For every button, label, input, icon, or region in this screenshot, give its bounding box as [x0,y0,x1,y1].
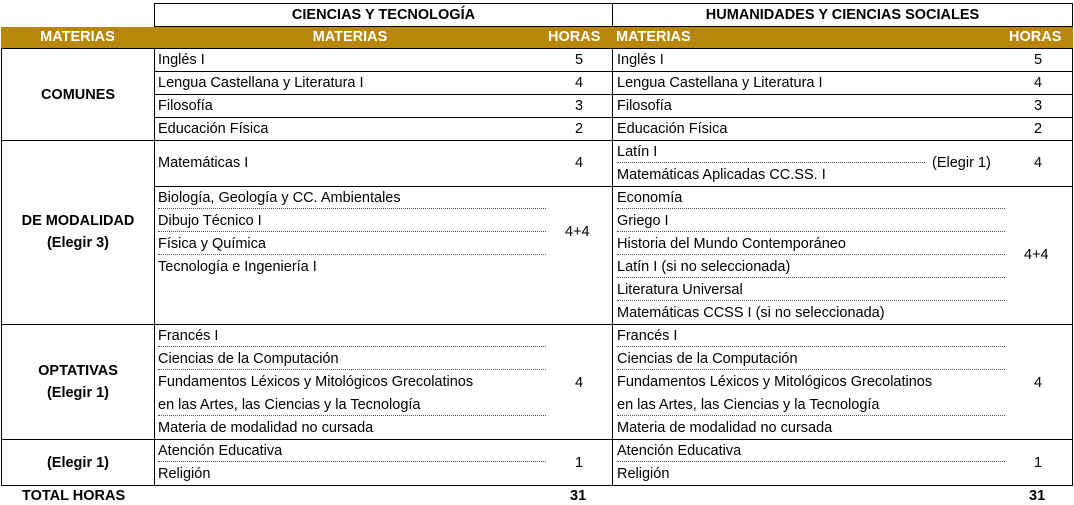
ciencias-total: 31 [570,488,587,504]
dotted-separator [617,461,1005,462]
group-optativas-sublabel: (Elegir 1) [46,385,110,401]
humanidades-mat-aplicadas: Matemáticas Aplicadas CC.SS. I [617,167,826,183]
humanidades-optativa-item: Ciencias de la Computación [617,351,798,367]
ciencias-matematicas-horas: 4 [575,155,584,171]
dotted-separator [617,415,1005,416]
humanidades-optativa-item: en las Artes, las Ciencias y la Tecnología [617,397,880,413]
humanidades-modalidad-item: Matemáticas CCSS I (si no seleccionada) [617,305,885,321]
ciencias-comun-horas: 4 [575,75,584,91]
humanidades-latin-horas: 4 [1034,155,1043,171]
dotted-separator [158,369,546,370]
humanidades-modalidad-item: Latín I (si no seleccionada) [617,259,791,275]
humanidades-comun-horas: 2 [1034,121,1043,137]
comunes-humanidades-row-sep [612,117,1073,118]
ciencias-title: CIENCIAS Y TECNOLOGÍA [291,7,476,23]
humanidades-comun-horas: 4 [1034,75,1043,91]
group-modalidad-sublabel: (Elegir 3) [46,235,110,251]
comunes-ciencias-row-sep [154,117,613,118]
ciencias-modalidad-item: Dibujo Técnico I [158,213,262,229]
dotted-separator [617,231,1005,232]
dotted-separator [617,162,925,163]
ciencias-comun-horas: 3 [575,98,584,114]
humanidades-modalidad-item: Historia del Mundo Contemporáneo [617,236,846,252]
humanidades-comun-materia: Inglés I [617,52,664,68]
dotted-separator [158,346,546,347]
humanidades-comun-materia: Lengua Castellana y Literatura I [617,75,823,91]
humanidades-latin: Latín I [617,144,658,160]
header-humanidades-materias: MATERIAS [616,29,691,45]
ciencias-comun-horas: 5 [575,52,584,68]
ciencias-comun-materia: Lengua Castellana y Literatura I [158,75,364,91]
comunes-humanidades-row-sep [612,71,1073,72]
ciencias-optativa-item: Ciencias de la Computación [158,351,339,367]
humanidades-elegir-note: (Elegir 1) [932,155,991,171]
ciencias-matematicas: Matemáticas I [158,155,249,171]
group-modalidad-label: DE MODALIDAD [21,213,135,229]
humanidades-modalidad-item: Griego I [617,213,669,229]
modalidad-group-cell [1,140,155,325]
humanidades-optativa-item: Materia de modalidad no cursada [617,420,833,436]
ciencias-comun-materia: Educación Física [158,121,269,137]
humanidades-optativas-horas: 4 [1034,375,1043,391]
comunes-ciencias-row-sep [154,94,613,95]
humanidades-modalidad-horas: 4+4 [1024,247,1049,263]
ciencias-modalidad-item: Física y Química [158,236,266,252]
group-elegir-label: (Elegir 1) [46,455,110,471]
modalidad-humanidades-divider [612,186,1073,187]
humanidades-total: 31 [1029,488,1046,504]
dotted-separator [617,254,1005,255]
ciencias-elegir-item: Religión [158,466,211,482]
header-ciencias-materias: MATERIAS [312,29,388,45]
dotted-separator [617,208,1005,209]
header-humanidades-horas: HORAS [1009,29,1062,45]
dotted-separator [158,461,546,462]
dotted-separator [158,208,546,209]
ciencias-optativa-item: Materia de modalidad no cursada [158,420,374,436]
humanidades-optativa-item: Fundamentos Léxicos y Mitológicos Grecolatinos [617,374,933,390]
modalidad-ciencias-divider [154,186,613,187]
ciencias-optativas-horas: 4 [575,375,584,391]
dotted-separator [158,415,546,416]
humanidades-optativa-item: Francés I [617,328,678,344]
ciencias-comun-horas: 2 [575,121,584,137]
group-optativas-label: OPTATIVAS [38,363,118,379]
ciencias-optativa-item: en las Artes, las Ciencias y la Tecnología [158,397,421,413]
header-ciencias-horas: HORAS [548,29,601,45]
ciencias-optativa-item: Fundamentos Léxicos y Mitológicos Grecolatinos [158,374,474,390]
ciencias-elegir-horas: 1 [575,455,584,471]
humanidades-modalidad-item: Economía [617,190,683,206]
comunes-humanidades-row-sep [612,94,1073,95]
dotted-separator [158,254,546,255]
dotted-separator [617,369,1005,370]
dotted-separator [617,346,1005,347]
humanidades-comun-materia: Filosofía [617,98,672,114]
humanidades-elegir-item: Religión [617,466,670,482]
humanidades-comun-horas: 3 [1034,98,1043,114]
dotted-separator [617,277,1005,278]
ciencias-comun-materia: Filosofía [158,98,213,114]
optativas-group-cell [1,324,155,440]
humanidades-elegir-item: Atención Educativa [617,443,742,459]
comunes-ciencias-row-sep [154,71,613,72]
humanidades-comun-horas: 5 [1034,52,1043,68]
header-materias: MATERIAS [40,29,115,45]
total-horas-label: TOTAL HORAS [22,488,126,504]
humanidades-comun-materia: Educación Física [617,121,728,137]
group-comunes-label: COMUNES [40,87,116,103]
dotted-separator [617,300,1005,301]
ciencias-elegir-item: Atención Educativa [158,443,283,459]
humanidades-title: HUMANIDADES Y CIENCIAS SOCIALES [705,7,980,23]
ciencias-modalidad-item: Biología, Geología y CC. Ambientales [158,190,401,206]
humanidades-modalidad-item: Literatura Universal [617,282,743,298]
humanidades-elegir-horas: 1 [1034,455,1043,471]
ciencias-comun-materia: Inglés I [158,52,205,68]
ciencias-modalidad-horas: 4+4 [565,224,590,240]
ciencias-modalidad-item: Tecnología e Ingeniería I [158,259,317,275]
dotted-separator [158,231,546,232]
ciencias-optativa-item: Francés I [158,328,219,344]
